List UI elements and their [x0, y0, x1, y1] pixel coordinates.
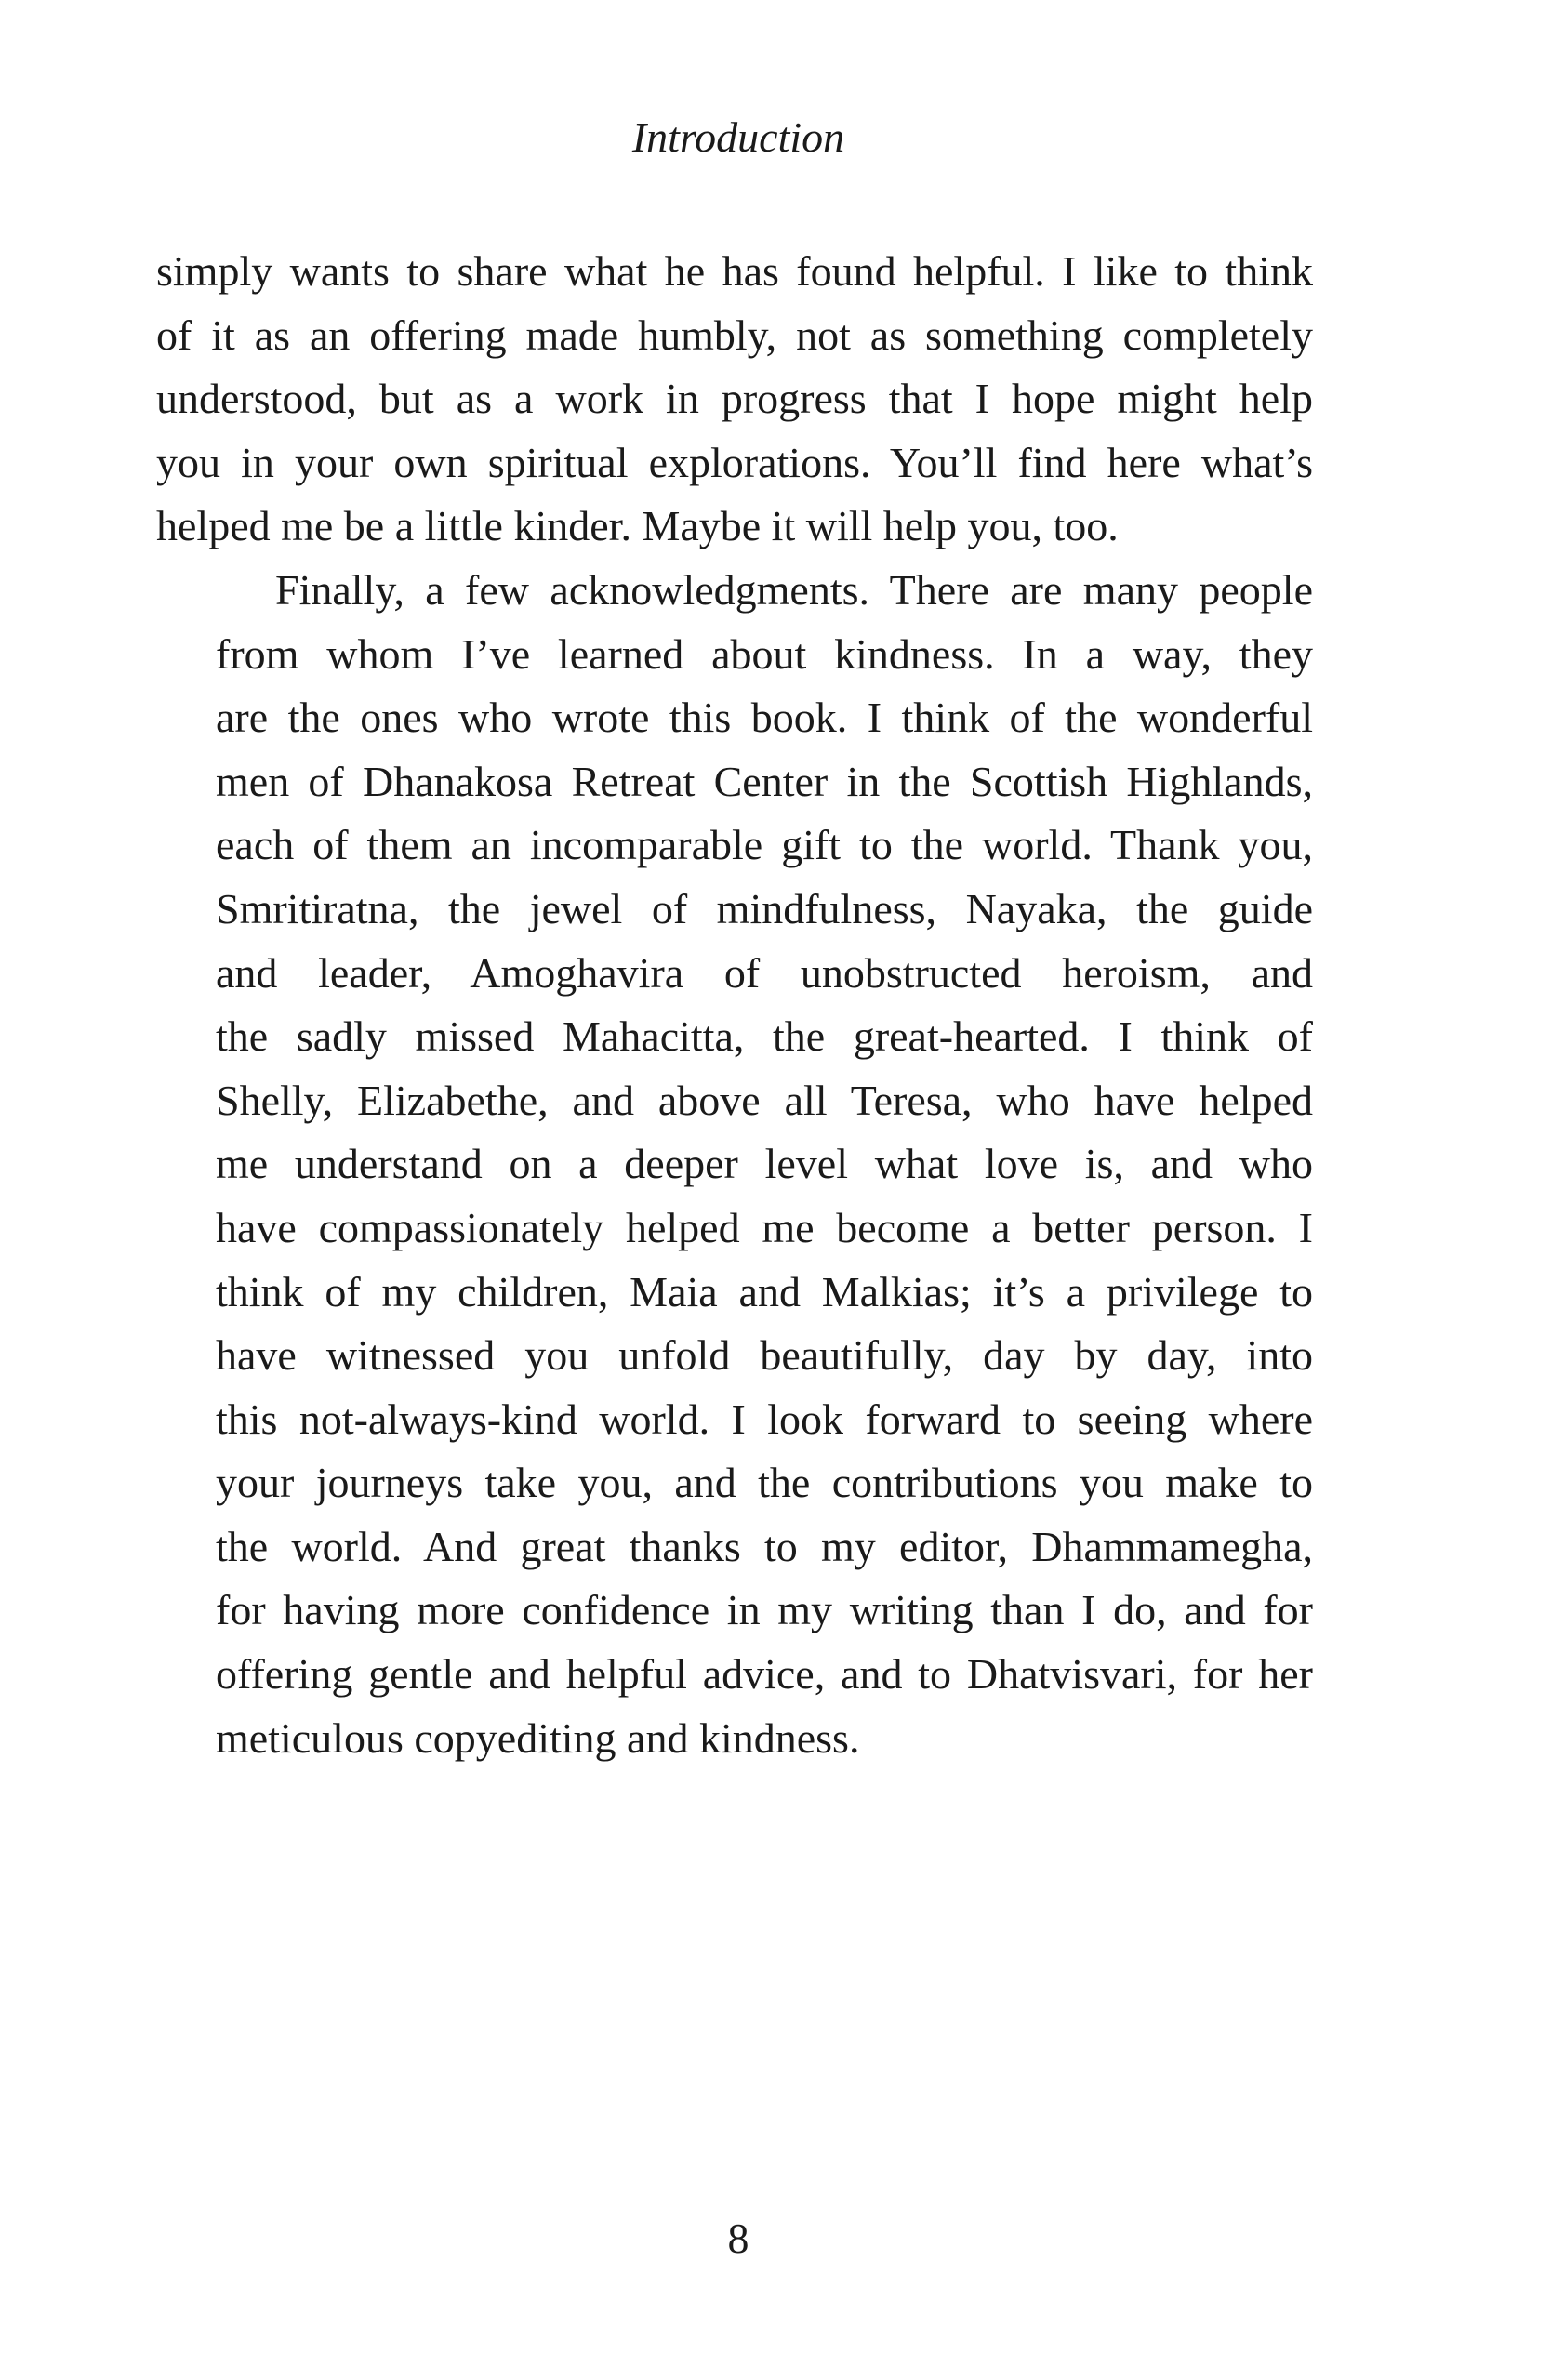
- text-line: helped me be a little kinder. Maybe it will help you, too.: [156, 502, 1119, 550]
- text-line: Shelly, Elizabethe, and above all Teresa, who have helped: [216, 1076, 1313, 1124]
- text-line: your journeys take you, and the contributions you make to: [216, 1459, 1313, 1507]
- text-line: have witnessed you unfold beautifully, day by day, into: [216, 1331, 1313, 1380]
- paragraph-1: [156, 240, 1313, 559]
- page-number: 8: [727, 2215, 749, 2262]
- text-line: offering gentle and helpful advice, and to Dhatvisvari, for her: [216, 1650, 1313, 1699]
- text-line: this not-always-kind world. I look forward to seeing where: [216, 1395, 1313, 1443]
- body-text: [156, 240, 1313, 1770]
- text-line: simply wants to share what he has found helpful. I like to think: [156, 247, 1313, 295]
- text-line: Finally, a few acknowledgments. There are many people: [275, 565, 1313, 614]
- text-line: think of my children, Maia and Malkias; it’s a privilege to: [216, 1267, 1313, 1316]
- running-head: Introduction: [631, 113, 845, 161]
- text-line: and leader, Amoghavira of unobstructed heroism, and: [216, 948, 1313, 997]
- text-line: understood, but as a work in progress that I hope might help: [156, 375, 1313, 423]
- text-line: of it as an offering made humbly, not as something completely: [156, 311, 1313, 359]
- text-line: from whom I’ve learned about kindness. In a way, they: [216, 629, 1313, 678]
- text-line: each of them an incomparable gift to the world. Thank you,: [216, 821, 1313, 869]
- text-line: the sadly missed Mahacitta, the great-hearted. I think of: [216, 1012, 1313, 1061]
- text-line: Smritiratna, the jewel of mindfulness, Nayaka, the guide: [216, 884, 1313, 932]
- text-line: for having more confidence in my writing than I do, and for: [216, 1586, 1313, 1634]
- text-line: men of Dhanakosa Retreat Center in the Scottish Highlands,: [216, 757, 1313, 805]
- text-line: are the ones who wrote this book. I think of the wonderful: [216, 694, 1313, 742]
- text-line: the world. And great thanks to my editor, Dhammamegha,: [216, 1522, 1313, 1570]
- text-line: have compassionately helped me become a better person. I: [216, 1203, 1313, 1251]
- text-line: me understand on a deeper level what love is, and who: [216, 1140, 1313, 1188]
- paragraph-2: [156, 559, 1313, 1770]
- text-line: you in your own spiritual explorations. You’ll find here what’s: [156, 438, 1313, 486]
- text-line: meticulous copyediting and kindness.: [216, 1713, 860, 1762]
